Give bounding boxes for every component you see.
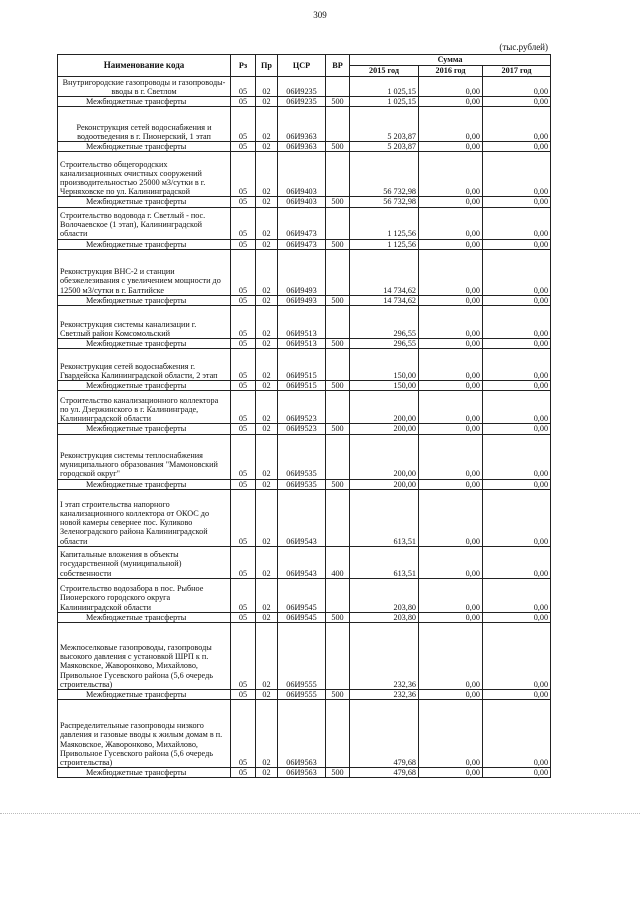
row-2015-cell: 1 025,15 [350,97,419,107]
row-vr-cell [326,305,350,338]
row-vr-cell [326,349,350,381]
row-pr-cell: 02 [256,249,278,295]
row-vr-cell [326,434,350,479]
row-rz-cell: 05 [231,77,256,97]
row-rz-cell: 05 [231,391,256,424]
row-pr-cell: 02 [256,768,278,778]
row-vr-cell [326,700,350,768]
row-name-cell: Внутригородские газопроводы и газопроводы-вводы в г. Светлом [58,77,231,97]
row-rz-cell: 05 [231,434,256,479]
row-rz-cell: 05 [231,700,256,768]
row-vr-cell: 400 [326,546,350,578]
table-row [58,349,551,381]
row-2015-cell: 5 203,87 [350,142,419,152]
row-2017-cell: 0,00 [483,424,551,434]
row-pr-cell: 02 [256,97,278,107]
page-footer-divider [0,813,640,814]
row-2017-cell: 0,00 [483,381,551,391]
row-pr-cell: 02 [256,197,278,207]
row-2017-cell: 0,00 [483,295,551,305]
row-name-cell: Межбюджетные трансферты [58,338,231,348]
row-name-cell: Межбюджетные трансферты [58,768,231,778]
row-csr-cell: 06И9515 [278,381,326,391]
row-2016-cell: 0,00 [419,97,483,107]
row-pr-cell: 02 [256,434,278,479]
row-2016-cell: 0,00 [419,689,483,699]
row-rz-cell: 05 [231,381,256,391]
row-pr-cell: 02 [256,622,278,689]
row-2016-cell: 0,00 [419,479,483,489]
row-rz-cell: 05 [231,305,256,338]
row-name-cell: Реконструкция сетей водоснабжения и водоотведения в г. Пионерский, 1 этап [58,107,231,142]
row-csr-cell: 06И9545 [278,578,326,612]
table-row [58,622,551,689]
row-vr-cell [326,152,350,197]
table-row [58,97,551,107]
row-vr-cell [326,107,350,142]
row-csr-cell: 06И9473 [278,239,326,249]
row-2016-cell: 0,00 [419,578,483,612]
row-vr-cell: 500 [326,239,350,249]
row-rz-cell: 05 [231,249,256,295]
row-2015-cell: 200,00 [350,434,419,479]
row-2016-cell: 0,00 [419,424,483,434]
row-vr-cell: 500 [326,612,350,622]
row-name-cell: Межбюджетные трансферты [58,197,231,207]
row-name-cell: Строительство водозабора в пос. Рыбное Пионерского городского округа Калининградской области [58,578,231,612]
row-vr-cell [326,578,350,612]
row-2015-cell: 14 734,62 [350,249,419,295]
row-rz-cell: 05 [231,239,256,249]
page-number: 309 [313,10,327,20]
table-row [58,295,551,305]
row-2017-cell: 0,00 [483,391,551,424]
row-2017-cell: 0,00 [483,349,551,381]
row-csr-cell: 06И9523 [278,391,326,424]
row-rz-cell: 05 [231,97,256,107]
row-2015-cell: 479,68 [350,768,419,778]
row-2017-cell: 0,00 [483,239,551,249]
row-name-cell: Межбюджетные трансферты [58,381,231,391]
table-row [58,152,551,197]
row-2016-cell: 0,00 [419,77,483,97]
row-name-cell: Распределительные газопроводы низкого давления и газовые вводы к жилым домам в п. Маяковское, Жаворонково, Михайлово, Привольное Гусевского района (5,6 очередь строительства) [58,700,231,768]
row-rz-cell: 05 [231,489,256,546]
row-csr-cell: 06И9403 [278,152,326,197]
row-2016-cell: 0,00 [419,700,483,768]
row-name-cell: Реконструкция сетей водоснабжения г. Гвардейска Калининградской области, 2 этап [58,349,231,381]
row-name-cell: Строительство водовода г. Светлый - пос. Волочаевское (1 этап), Калининградской области [58,207,231,239]
row-rz-cell: 05 [231,338,256,348]
row-2015-cell: 1 125,56 [350,239,419,249]
row-csr-cell: 06И9563 [278,768,326,778]
row-pr-cell: 02 [256,612,278,622]
row-name-cell: Межбюджетные трансферты [58,612,231,622]
table-row [58,381,551,391]
row-2017-cell: 0,00 [483,768,551,778]
row-rz-cell: 05 [231,197,256,207]
table-row [58,689,551,699]
row-2015-cell: 150,00 [350,349,419,381]
row-vr-cell [326,391,350,424]
row-csr-cell: 06И9235 [278,97,326,107]
row-2015-cell: 1 125,56 [350,207,419,239]
table-header [58,55,551,77]
row-2017-cell: 0,00 [483,152,551,197]
row-pr-cell: 02 [256,381,278,391]
table-row [58,700,551,768]
row-name-cell: I этап строительства напорного канализационного коллектора от ОКОС до новой камеры севернее пос. Куликово Зеленоградского района Калининградской области [58,489,231,546]
row-vr-cell [326,622,350,689]
row-2015-cell: 1 025,15 [350,77,419,97]
table-row [58,391,551,424]
row-2017-cell: 0,00 [483,142,551,152]
row-2017-cell: 0,00 [483,700,551,768]
row-pr-cell: 02 [256,338,278,348]
row-csr-cell: 06И9513 [278,305,326,338]
row-2017-cell: 0,00 [483,689,551,699]
row-rz-cell: 05 [231,479,256,489]
row-pr-cell: 02 [256,424,278,434]
row-2016-cell: 0,00 [419,489,483,546]
row-2016-cell: 0,00 [419,338,483,348]
row-2015-cell: 232,36 [350,622,419,689]
budget-table [57,54,551,778]
row-2017-cell: 0,00 [483,249,551,295]
row-rz-cell: 05 [231,622,256,689]
row-pr-cell: 02 [256,349,278,381]
row-2016-cell: 0,00 [419,295,483,305]
row-csr-cell: 06И9363 [278,107,326,142]
row-2015-cell: 5 203,87 [350,107,419,142]
row-name-cell: Межбюджетные трансферты [58,424,231,434]
row-rz-cell: 05 [231,152,256,197]
row-2015-cell: 479,68 [350,700,419,768]
row-vr-cell: 500 [326,97,350,107]
row-2015-cell: 613,51 [350,546,419,578]
row-csr-cell: 06И9403 [278,197,326,207]
row-2015-cell: 200,00 [350,424,419,434]
row-2017-cell: 0,00 [483,107,551,142]
row-2017-cell: 0,00 [483,77,551,97]
row-csr-cell: 06И9363 [278,142,326,152]
row-name-cell: Реконструкция ВНС-2 и станции обезжелезивания с увеличением мощности до 12500 м3/сутки в г. Балтийске [58,249,231,295]
table-row [58,546,551,578]
row-pr-cell: 02 [256,239,278,249]
table-row [58,424,551,434]
table-row [58,768,551,778]
units-label: (тыс.рублей) [499,42,548,52]
table-row [58,239,551,249]
row-csr-cell: 06И9543 [278,546,326,578]
row-rz-cell: 05 [231,349,256,381]
table-row [58,612,551,622]
row-rz-cell: 05 [231,107,256,142]
table-row [58,489,551,546]
row-2016-cell: 0,00 [419,152,483,197]
row-2016-cell: 0,00 [419,197,483,207]
row-csr-cell: 06И9493 [278,295,326,305]
row-2016-cell: 0,00 [419,381,483,391]
row-name-cell: Межбюджетные трансферты [58,479,231,489]
row-vr-cell [326,489,350,546]
row-2016-cell: 0,00 [419,305,483,338]
row-vr-cell: 500 [326,338,350,348]
row-2016-cell: 0,00 [419,391,483,424]
row-csr-cell: 06И9473 [278,207,326,239]
row-name-cell: Межбюджетные трансферты [58,689,231,699]
row-2015-cell: 56 732,98 [350,197,419,207]
row-pr-cell: 02 [256,77,278,97]
row-name-cell: Межбюджетные трансферты [58,295,231,305]
table-row [58,207,551,239]
table-row [58,107,551,142]
row-2016-cell: 0,00 [419,349,483,381]
row-2015-cell: 150,00 [350,381,419,391]
row-2017-cell: 0,00 [483,622,551,689]
row-rz-cell: 05 [231,142,256,152]
row-rz-cell: 05 [231,424,256,434]
row-2015-cell: 203,80 [350,612,419,622]
row-2015-cell: 296,55 [350,305,419,338]
row-csr-cell: 06И9555 [278,689,326,699]
row-pr-cell: 02 [256,700,278,768]
row-2016-cell: 0,00 [419,207,483,239]
row-csr-cell: 06И9515 [278,349,326,381]
row-csr-cell: 06И9535 [278,434,326,479]
row-rz-cell: 05 [231,768,256,778]
row-2017-cell: 0,00 [483,489,551,546]
row-csr-cell: 06И9543 [278,489,326,546]
row-2015-cell: 296,55 [350,338,419,348]
row-vr-cell: 500 [326,142,350,152]
row-2017-cell: 0,00 [483,546,551,578]
row-2017-cell: 0,00 [483,578,551,612]
row-pr-cell: 02 [256,578,278,612]
header-sum: Сумма [350,55,551,66]
row-pr-cell: 02 [256,295,278,305]
row-2016-cell: 0,00 [419,612,483,622]
row-pr-cell: 02 [256,107,278,142]
row-rz-cell: 05 [231,689,256,699]
row-2015-cell: 200,00 [350,391,419,424]
row-csr-cell: 06И9535 [278,479,326,489]
row-csr-cell: 06И9235 [278,77,326,97]
row-pr-cell: 02 [256,152,278,197]
row-2016-cell: 0,00 [419,434,483,479]
row-rz-cell: 05 [231,546,256,578]
row-rz-cell: 05 [231,207,256,239]
row-vr-cell: 500 [326,479,350,489]
table-row [58,249,551,295]
row-vr-cell: 500 [326,768,350,778]
row-name-cell: Реконструкция системы канализации г. Светлый район Комсомольский [58,305,231,338]
table-row [58,305,551,338]
row-2017-cell: 0,00 [483,338,551,348]
row-name-cell: Капитальные вложения в объекты государственной (муниципальной) собственности [58,546,231,578]
row-2017-cell: 0,00 [483,612,551,622]
header-rz: Рз [231,55,256,77]
row-pr-cell: 02 [256,546,278,578]
row-2016-cell: 0,00 [419,249,483,295]
header-vr: ВР [326,55,350,77]
header-name: Наименование кода [58,55,231,77]
row-pr-cell: 02 [256,391,278,424]
row-2017-cell: 0,00 [483,97,551,107]
row-rz-cell: 05 [231,578,256,612]
table-row [58,338,551,348]
row-vr-cell: 500 [326,295,350,305]
header-2017: 2017 год [483,66,551,77]
row-pr-cell: 02 [256,305,278,338]
row-2017-cell: 0,00 [483,197,551,207]
row-pr-cell: 02 [256,689,278,699]
row-2016-cell: 0,00 [419,107,483,142]
table-row [58,197,551,207]
row-csr-cell: 06И9555 [278,622,326,689]
header-csr: ЦСР [278,55,326,77]
row-csr-cell: 06И9523 [278,424,326,434]
row-vr-cell [326,249,350,295]
row-name-cell: Строительство общегородских канализационных очистных сооружений производительностью 25000 м3/сутки в г. Черняховске по ул. Калининградской [58,152,231,197]
row-name-cell: Межбюджетные трансферты [58,142,231,152]
header-2016: 2016 год [419,66,483,77]
row-pr-cell: 02 [256,142,278,152]
row-csr-cell: 06И9563 [278,700,326,768]
row-vr-cell [326,77,350,97]
row-2016-cell: 0,00 [419,239,483,249]
row-2016-cell: 0,00 [419,622,483,689]
row-csr-cell: 06И9545 [278,612,326,622]
row-name-cell: Строительство канализационного коллектора по ул. Дзержинского в г. Калининграде, Калининградской области [58,391,231,424]
row-vr-cell: 500 [326,197,350,207]
row-2015-cell: 56 732,98 [350,152,419,197]
row-2017-cell: 0,00 [483,305,551,338]
row-2017-cell: 0,00 [483,479,551,489]
table-row [58,578,551,612]
table-row [58,77,551,97]
row-2015-cell: 200,00 [350,479,419,489]
row-pr-cell: 02 [256,479,278,489]
row-vr-cell: 500 [326,381,350,391]
row-2016-cell: 0,00 [419,142,483,152]
row-vr-cell: 500 [326,424,350,434]
row-rz-cell: 05 [231,295,256,305]
table-row [58,479,551,489]
row-name-cell: Межбюджетные трансферты [58,97,231,107]
row-csr-cell: 06И9513 [278,338,326,348]
table-row [58,142,551,152]
row-rz-cell: 05 [231,612,256,622]
table-row [58,434,551,479]
table-body [58,77,551,778]
row-2015-cell: 613,51 [350,489,419,546]
row-csr-cell: 06И9493 [278,249,326,295]
row-vr-cell: 500 [326,689,350,699]
row-pr-cell: 02 [256,207,278,239]
row-name-cell: Межбюджетные трансферты [58,239,231,249]
row-name-cell: Межпоселковые газопроводы, газопроводы высокого давления с установкой ШРП к п. Маяковское, Жаворонково, Михайлово, Привольное Гусевского района (5,6 очередь строительства) [58,622,231,689]
header-pr: Пр [256,55,278,77]
row-2015-cell: 14 734,62 [350,295,419,305]
row-2017-cell: 0,00 [483,207,551,239]
row-vr-cell [326,207,350,239]
row-2015-cell: 203,80 [350,578,419,612]
row-2016-cell: 0,00 [419,768,483,778]
header-2015: 2015 год [350,66,419,77]
row-2015-cell: 232,36 [350,689,419,699]
row-name-cell: Реконструкция системы теплоснабжения муниципального образования "Мамоновский городской округ" [58,434,231,479]
row-2017-cell: 0,00 [483,434,551,479]
row-pr-cell: 02 [256,489,278,546]
row-2016-cell: 0,00 [419,546,483,578]
